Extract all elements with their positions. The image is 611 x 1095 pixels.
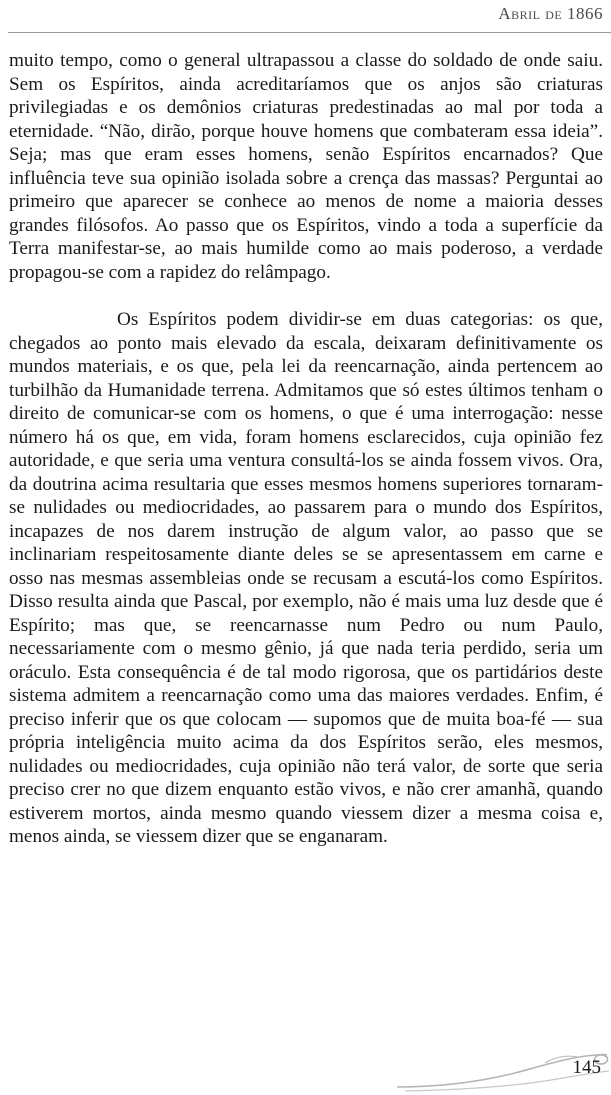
paragraph-2: Os Espíritos podem dividir-se em duas categorias: os que, chegados ao ponto mais elevado da escala, deixaram definitivamente os mundos materiais, e os que, pela lei da reencarnação, ainda pertencem ao turbilhão da Humanidade terrena. Admitamos que só estes últimos tenham o direito de comunicar-se com os homens, o que é uma interrogação: nesse número há os que, em vida, foram homens esclarecidos, cuja opinião fez autoridade, e que seria uma ventura consultá-los se ainda fossem vivos. Ora, da doutrina acima resultaria que esses mesmos homens superiores tornaram-se nulidades ou mediocridades, ao passarem para o mundo dos Espíritos, incapazes de nos darem instrução de algum valor, ao passo que se inclinariam respeitosamente diante deles se se apresentassem em carne e osso nas mesmas assembleias onde se recusam a escutá-los como Espíritos. Disso resulta ainda que Pascal, por exemplo, não é mais uma luz desde que é Espírito; mas que, se reencarnasse num Pedro ou num Paulo, necessariamente com o mesmo gênio, já que nada teria perdido, seria um oráculo. Esta consequência é de tal modo rigorosa, que os partidários deste sistema admitem a reencarnação como uma das maiores verdades. Enfim, é preciso inferir que os que colocam — supomos que de muita boa-fé — sua própria inteligência muito acima da dos Espíritos serão, eles mesmos, nulidades ou mediocridades, cuja opinião não terá valor, de sorte que seria preciso crer no que dizem enquanto estão vivos, e não crer amanhã, quando estiverem mortos, ainda mesmo quando viessem dizer a mesma coisa e, menos ainda, se viessem dizer que se enganaram. bbox=[9, 309, 603, 847]
paragraph-1: muito tempo, como o general ultrapassou a classe do soldado de onde saiu. Sem os Espíritos, ainda acreditaríamos que os anjos são criaturas privilegiadas e os demônios criaturas predestinadas ao mal por toda a eternidade. “Não, dirão, porque houve homens que combateram essa ideia”. Seja; mas que eram esses homens, senão Espíritos encarnados? Que influência teve sua opinião isolada sobre a crença das massas? Perguntai ao primeiro que aparecer se conhece ao menos de nome a maioria desses grandes filósofos. Ao passo que os Espíritos, vindo a toda a superfície da Terra manifestar-se, ao mais humilde como ao mais poderoso, a verdade propagou-se com a rapidez do relâmpago. bbox=[9, 50, 603, 283]
running-header: Abril de 1866 bbox=[498, 4, 603, 23]
page-body bbox=[9, 49, 603, 849]
header-divider bbox=[8, 32, 611, 33]
page-number: 145 bbox=[572, 1057, 601, 1078]
